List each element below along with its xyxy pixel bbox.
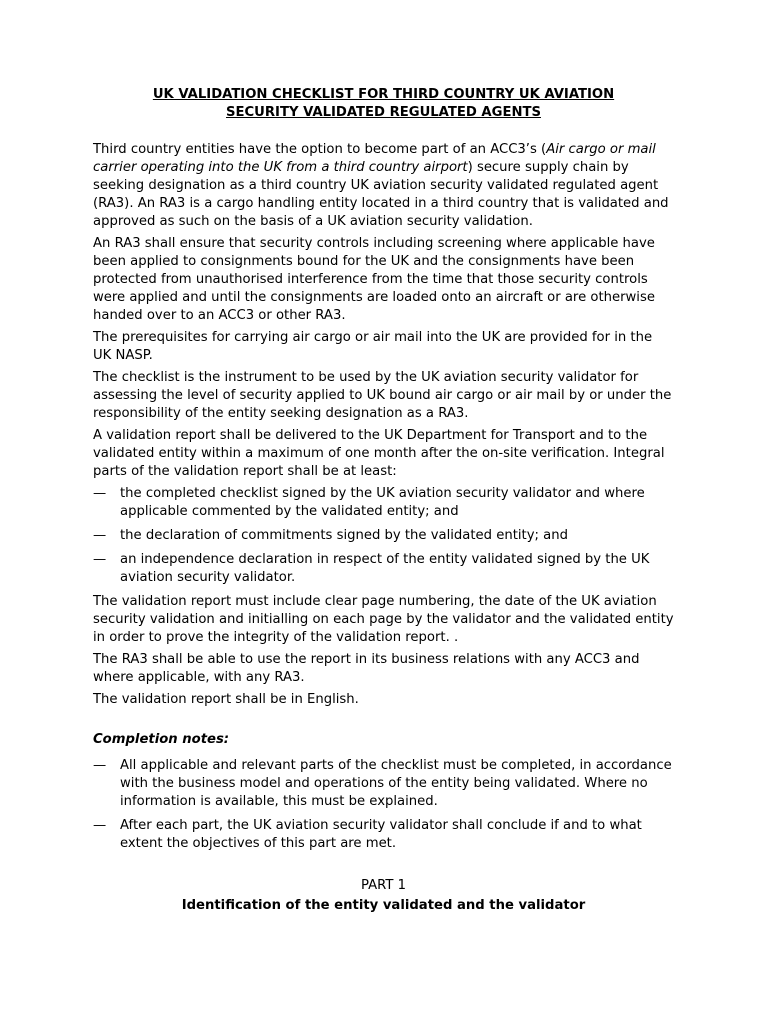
list-item bbox=[93, 757, 674, 811]
paragraph-ra3-obligations: An RA3 shall ensure that security controls including screening where applicable have been applied to consignments bound for the UK and the consignments have been protected from unauthorised interference from the time that those security controls were applied and until the consignments are loaded onto an aircraft or are otherwise handed over to an ACC3 or other RA3. bbox=[93, 236, 655, 323]
paragraph-business-relations: The RA3 shall be able to use the report in its business relations with any ACC3 and where applicable, with any RA3. bbox=[93, 652, 640, 685]
list-item-text: After each part, the UK aviation security validator shall conclude if and to what extent the objectives of this part are met. bbox=[120, 818, 642, 851]
paragraph-page-numbering: The validation report must include clear page numbering, the date of the UK aviation security validation and initialling on each page by the validator and the validated entity in order to prove the integrity of the validation report. . bbox=[93, 594, 674, 645]
intro-text-a: Third country entities have the option to become part of an ACC3’s ( bbox=[93, 142, 547, 157]
list-item bbox=[93, 551, 674, 587]
intro-text-b: ) secure supply chain by seeking designation as a third country UK aviation security validated regulated agent (RA3). An RA3 is a cargo handling entity located in a third country that is validated and approved as such on the basis of a UK aviation security validation. bbox=[93, 160, 669, 229]
dash-bullet: — bbox=[93, 818, 107, 833]
paragraph-checklist-instrument: The checklist is the instrument to be used by the UK aviation security validator for assessing the level of security applied to UK bound air cargo or air mail by or under the responsibility of the entity seeking designation as a RA3. bbox=[93, 370, 672, 421]
list-item-text: All applicable and relevant parts of the checklist must be completed, in accordance with the business model and operations of the entity being validated. Where no information is available, this must be explained. bbox=[120, 758, 672, 809]
dash-bullet: — bbox=[93, 528, 107, 543]
completion-notes-list bbox=[93, 757, 674, 853]
list-item bbox=[93, 527, 674, 545]
part-title: Identification of the entity validated and the validator bbox=[181, 898, 586, 913]
list-item bbox=[93, 485, 674, 521]
part-label: PART 1 bbox=[361, 878, 406, 893]
document-title bbox=[93, 86, 674, 121]
completion-notes-heading: Completion notes: bbox=[93, 732, 230, 747]
intro-paragraph bbox=[93, 141, 674, 231]
dash-bullet: — bbox=[93, 758, 107, 773]
paragraph-validation-report: A validation report shall be delivered to the UK Department for Transport and to the validated entity within a maximum of one month after the on-site verification. Integral parts of the validation report shall be at least: bbox=[93, 428, 665, 479]
document-title-line-1: UK VALIDATION CHECKLIST FOR THIRD COUNTRY UK AVIATION bbox=[152, 87, 615, 102]
list-item-text: the declaration of commitments signed by the validated entity; and bbox=[120, 528, 568, 543]
list-item-text: the completed checklist signed by the UK aviation security validator and where applicable commented by the validated entity; and bbox=[120, 486, 645, 519]
intro-text-italic: Air cargo or mail carrier operating into the UK from a third country airport bbox=[93, 142, 656, 175]
dash-bullet: — bbox=[93, 486, 107, 501]
list-item bbox=[93, 817, 674, 853]
paragraph-prerequisites: The prerequisites for carrying air cargo or air mail into the UK are provided for in the UK NASP. bbox=[93, 330, 653, 363]
report-items-list bbox=[93, 485, 674, 587]
list-item-text: an independence declaration in respect of the entity validated signed by the UK aviation security validator. bbox=[120, 552, 650, 585]
document-title-line-2: SECURITY VALIDATED REGULATED AGENTS bbox=[226, 104, 541, 120]
dash-bullet: — bbox=[93, 552, 107, 567]
paragraph-language: The validation report shall be in English. bbox=[93, 692, 359, 707]
